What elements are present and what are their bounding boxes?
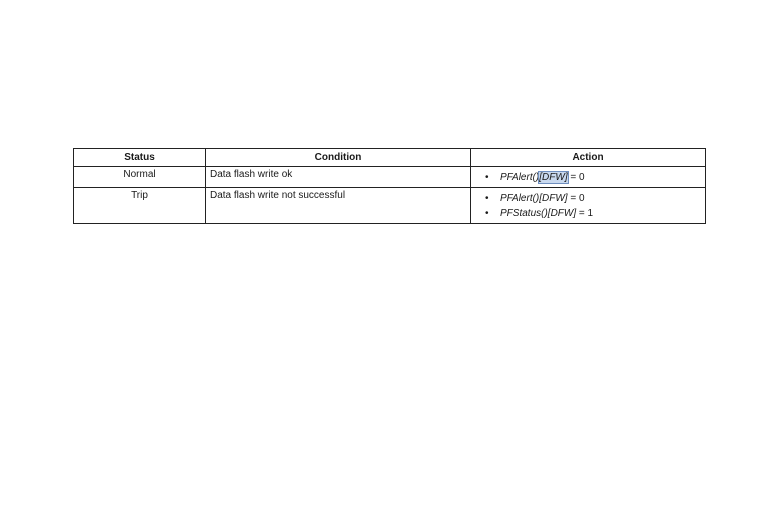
action-cell: [471, 188, 706, 224]
header-status: Status: [74, 149, 206, 167]
header-condition: Condition: [206, 149, 471, 167]
action-register: PFAlert()[DFW]: [500, 193, 568, 204]
action-item: [485, 170, 701, 185]
bullet-icon: •: [485, 208, 489, 219]
condition-cell: Data flash write ok: [206, 167, 471, 188]
bullet-icon: •: [485, 172, 489, 183]
action-list: [485, 191, 701, 221]
header-action: Action: [471, 149, 706, 167]
action-value: = 0: [567, 193, 585, 204]
status-table-container: [73, 148, 705, 224]
status-cell: Trip: [74, 188, 206, 224]
bullet-icon: •: [485, 193, 489, 204]
table-row: [74, 167, 706, 188]
action-list: [485, 170, 701, 185]
action-register: PFAlert(): [500, 172, 540, 183]
action-value: = 0: [567, 172, 585, 183]
action-register: PFStatus()[DFW]: [500, 208, 577, 219]
status-cell: Normal: [74, 167, 206, 188]
action-cell: [471, 167, 706, 188]
action-value: = 1: [576, 208, 594, 219]
highlighted-flag[interactable]: [DFW]: [539, 172, 568, 183]
action-item: [485, 206, 701, 221]
action-item: [485, 191, 701, 206]
table-row: [74, 188, 706, 224]
status-table: [73, 148, 706, 224]
table-header-row: [74, 149, 706, 167]
condition-cell: Data flash write not successful: [206, 188, 471, 224]
